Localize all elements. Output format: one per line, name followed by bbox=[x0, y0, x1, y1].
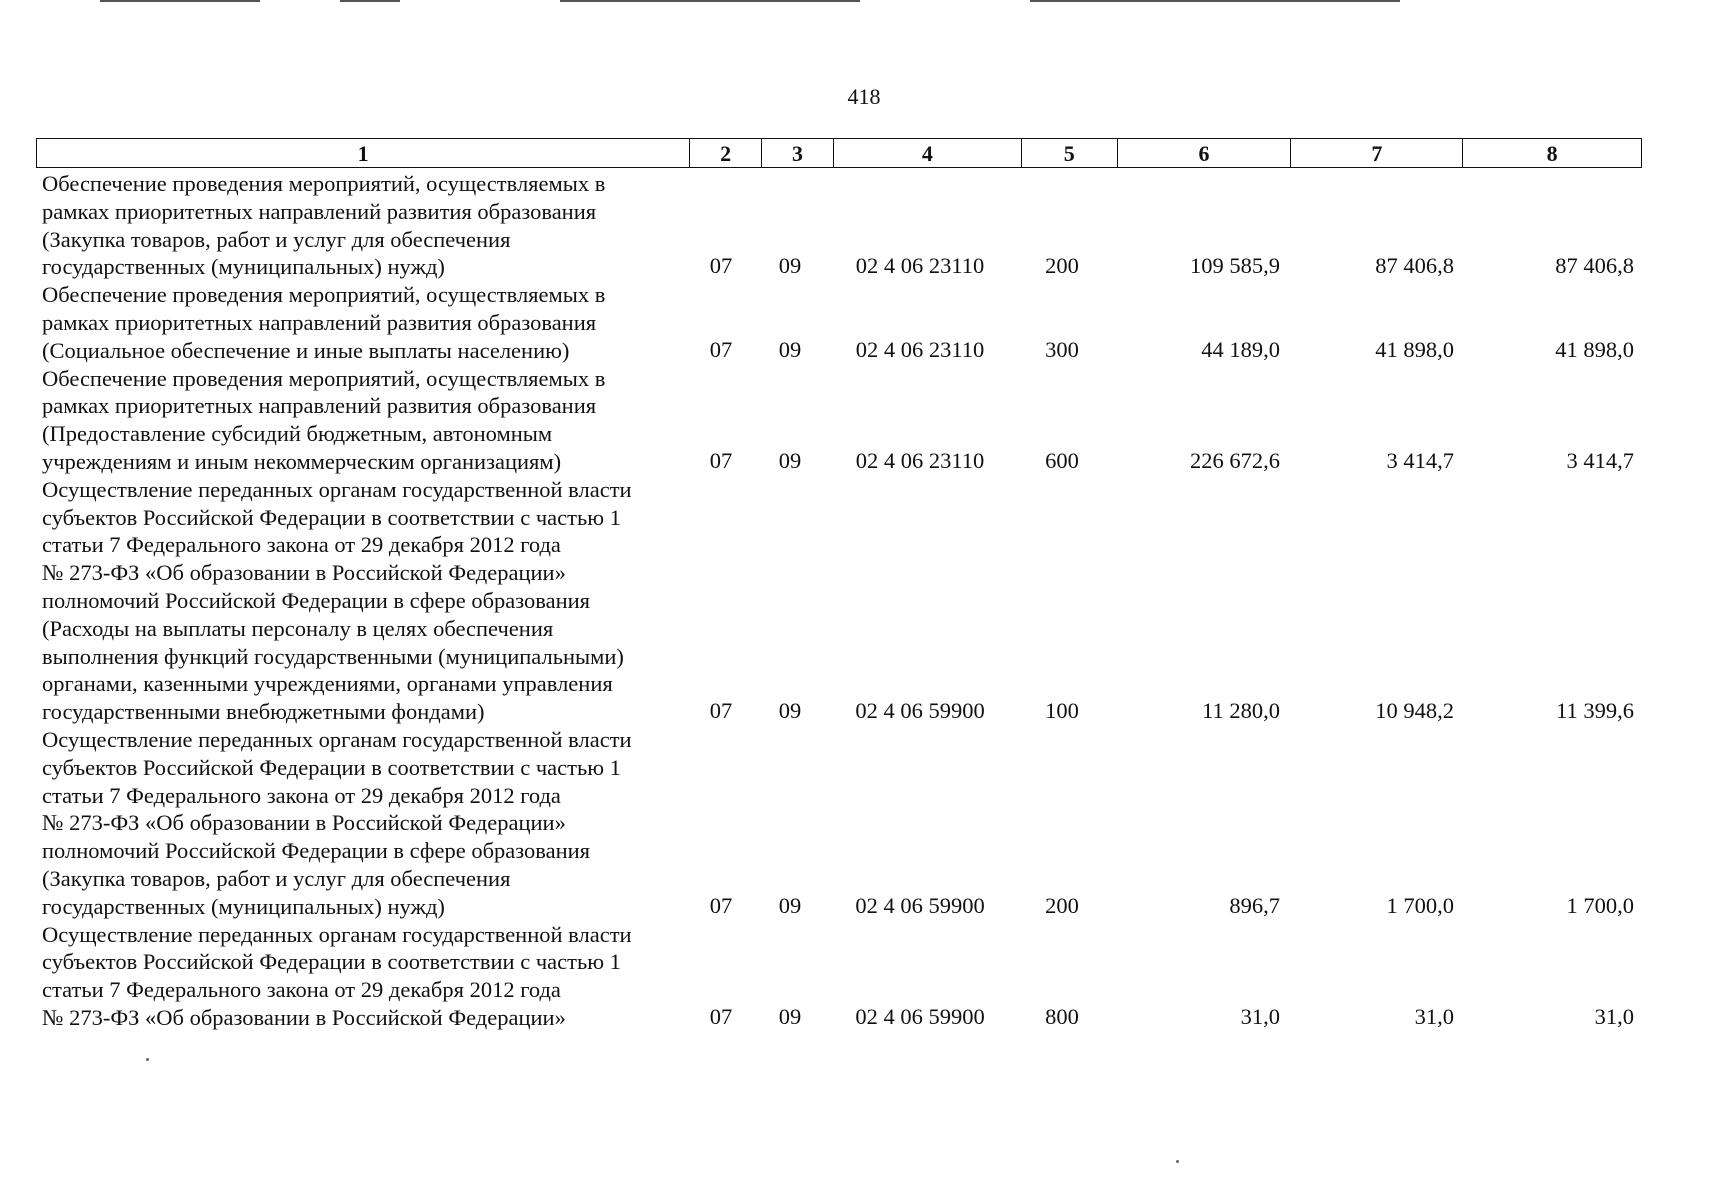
row-amount-6: 896,7 bbox=[1229, 892, 1280, 918]
row-description: Осуществление переданных органам государственной власти субъектов Российской Федерации в соответствии с частью 1 статьи 7 Федерального закона от 29 декабря 2012 года № 273-ФЗ «Об образовании в Российской Федерации» полномочий Российской Федерации в сфере образования (Закупка товаров, работ и услуг для обеспечения государственных (муниципальных) нужд) bbox=[42, 726, 632, 919]
row-description: Обеспечение проведения мероприятий, осуществляемых в рамках приоритетных направлений развития образования (Предоставление субсидий бюджетным, автономным учреждениям и иным некоммерческим организациям) bbox=[42, 365, 606, 474]
scan-speck bbox=[1176, 1160, 1179, 1163]
scan-artifact bbox=[1030, 0, 1400, 2]
header-col-7: 7 bbox=[1291, 139, 1463, 167]
scan-speck bbox=[146, 1058, 149, 1061]
header-col-2: 2 bbox=[690, 139, 762, 167]
row-description: Осуществление переданных органам государственной власти субъектов Российской Федерации в соответствии с частью 1 статьи 7 Федерального закона от 29 декабря 2012 года № 273-ФЗ «Об образовании в Российской Федерации» bbox=[42, 921, 632, 1030]
header-col-6: 6 bbox=[1118, 139, 1292, 167]
table-row bbox=[42, 726, 1642, 921]
row-section: 07 bbox=[709, 1003, 733, 1029]
row-target-code: 02 4 06 59900 bbox=[855, 1003, 985, 1029]
row-subsection: 09 bbox=[778, 336, 802, 362]
row-target-code: 02 4 06 23110 bbox=[855, 253, 985, 279]
scan-artifact bbox=[340, 0, 400, 2]
row-expense-type: 300 bbox=[1045, 336, 1079, 362]
row-amount-8: 41 898,0 bbox=[1555, 336, 1634, 362]
row-section: 07 bbox=[709, 447, 733, 473]
row-expense-type: 200 bbox=[1045, 253, 1079, 279]
row-amount-8: 3 414,7 bbox=[1566, 447, 1634, 473]
row-amount-7: 10 948,2 bbox=[1375, 698, 1454, 724]
row-expense-type: 100 bbox=[1045, 698, 1079, 724]
row-subsection: 09 bbox=[778, 698, 802, 724]
row-amount-7: 31,0 bbox=[1414, 1003, 1454, 1029]
header-col-1: 1 bbox=[37, 139, 690, 167]
table-row bbox=[42, 476, 1642, 726]
row-amount-7: 87 406,8 bbox=[1375, 253, 1454, 279]
row-subsection: 09 bbox=[778, 1003, 802, 1029]
row-section: 07 bbox=[709, 892, 733, 918]
header-col-5: 5 bbox=[1022, 139, 1118, 167]
row-subsection: 09 bbox=[778, 447, 802, 473]
row-section: 07 bbox=[709, 336, 733, 362]
row-target-code: 02 4 06 23110 bbox=[855, 447, 985, 473]
header-col-3: 3 bbox=[762, 139, 834, 167]
row-amount-7: 41 898,0 bbox=[1375, 336, 1454, 362]
row-subsection: 09 bbox=[778, 253, 802, 279]
table-row bbox=[42, 921, 1642, 1032]
row-amount-8: 87 406,8 bbox=[1555, 253, 1634, 279]
scan-artifact bbox=[100, 0, 260, 2]
row-amount-8: 1 700,0 bbox=[1566, 892, 1634, 918]
row-description: Обеспечение проведения мероприятий, осуществляемых в рамках приоритетных направлений развития образования (Социальное обеспечение и иные выплаты населению) bbox=[42, 282, 606, 363]
row-target-code: 02 4 06 23110 bbox=[855, 336, 985, 362]
row-amount-6: 109 585,9 bbox=[1190, 253, 1280, 279]
row-section: 07 bbox=[709, 698, 733, 724]
row-amount-7: 1 700,0 bbox=[1386, 892, 1454, 918]
row-amount-7: 3 414,7 bbox=[1386, 447, 1454, 473]
page-number: 418 bbox=[847, 84, 881, 109]
row-description: Обеспечение проведения мероприятий, осуществляемых в рамках приоритетных направлений развития образования (Закупка товаров, работ и услуг для обеспечения государственных (муниципальных) нужд) bbox=[42, 171, 606, 280]
row-target-code: 02 4 06 59900 bbox=[855, 892, 985, 918]
row-amount-6: 11 280,0 bbox=[1202, 698, 1280, 724]
header-col-4: 4 bbox=[834, 139, 1022, 167]
row-section: 07 bbox=[709, 253, 733, 279]
row-amount-6: 31,0 bbox=[1240, 1003, 1280, 1029]
row-description: Осуществление переданных органам государственной власти субъектов Российской Федерации в соответствии с частью 1 статьи 7 Федерального закона от 29 декабря 2012 года № 273-ФЗ «Об образовании в Российской Федерации» полномочий Российской Федерации в сфере образования (Расходы на выплаты персоналу в целях обеспечения выполнения функций государственными (муниципальными) органами, казенными учреждениями, органами управления государственными внебюджетными фондами) bbox=[42, 476, 632, 725]
table-body bbox=[42, 170, 1642, 1032]
table-row bbox=[42, 170, 1642, 281]
row-subsection: 09 bbox=[778, 892, 802, 918]
table-row bbox=[42, 365, 1642, 476]
row-expense-type: 800 bbox=[1045, 1003, 1079, 1029]
header-col-8: 8 bbox=[1546, 141, 1558, 166]
table-row bbox=[42, 281, 1642, 364]
row-amount-6: 44 189,0 bbox=[1201, 336, 1280, 362]
table-header bbox=[36, 138, 1642, 168]
row-amount-8: 11 399,6 bbox=[1556, 698, 1634, 724]
row-amount-8: 31,0 bbox=[1594, 1003, 1634, 1029]
scan-artifact bbox=[560, 0, 860, 2]
row-expense-type: 200 bbox=[1045, 892, 1079, 918]
row-expense-type: 600 bbox=[1045, 447, 1079, 473]
row-amount-6: 226 672,6 bbox=[1190, 447, 1280, 473]
row-target-code: 02 4 06 59900 bbox=[855, 698, 985, 724]
